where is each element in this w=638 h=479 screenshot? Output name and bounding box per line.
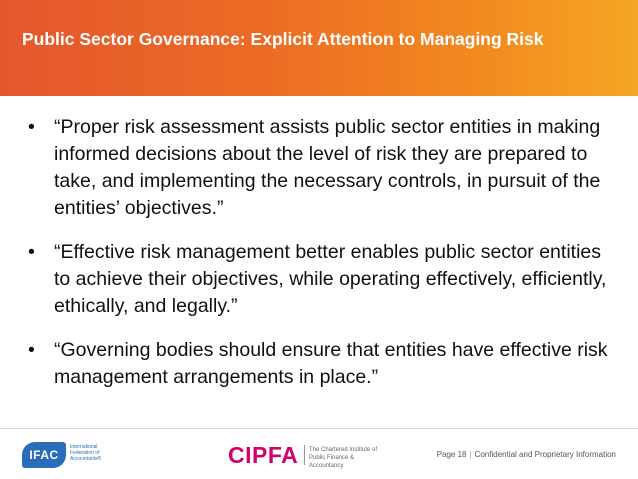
bullet-text: “Effective risk management better enables public sector entities to achieve their objectives, while operating effectively, efficiently, ethically, and legally.” (54, 241, 607, 317)
slide-footer (0, 428, 638, 479)
page-number: Page 18 (436, 450, 467, 459)
page-info (437, 450, 616, 460)
bullet-list (28, 114, 608, 391)
footer-divider (0, 428, 638, 429)
bullet-item (28, 239, 608, 320)
slide-title: Public Sector Governance: Explicit Attention to Managing Risk (22, 29, 544, 49)
cipfa-logo-divider (304, 445, 305, 465)
bullet-text: “Governing bodies should ensure that entities have effective risk management arrangements in place.” (54, 339, 608, 388)
page-info-separator: | (469, 450, 472, 459)
bullet-item (28, 114, 608, 222)
bullet-text: “Proper risk assessment assists public sector entities in making informed decisions about the level of risk they are prepared to take, and implementing the necessary controls, in pursuit of the entities’ objectives.” (54, 116, 601, 219)
bullet-item (28, 337, 608, 391)
title-band (0, 0, 638, 96)
cipfa-logo-subtext: The Chartered Institute of Public Finance & Accountancy (309, 447, 378, 469)
cipfa-logo (228, 441, 378, 469)
ifac-logo-subtext: International Federation of Accountants® (70, 444, 102, 462)
cipfa-logo-word: CIPFA (228, 442, 299, 468)
bullet-marker: • (28, 116, 35, 138)
bullet-marker: • (28, 339, 35, 361)
confidentiality-notice: Confidential and Proprietary Information (474, 450, 616, 459)
bullet-marker: • (28, 241, 35, 263)
ifac-logo-mark: IFAC (22, 442, 66, 468)
ifac-logo (22, 442, 106, 468)
